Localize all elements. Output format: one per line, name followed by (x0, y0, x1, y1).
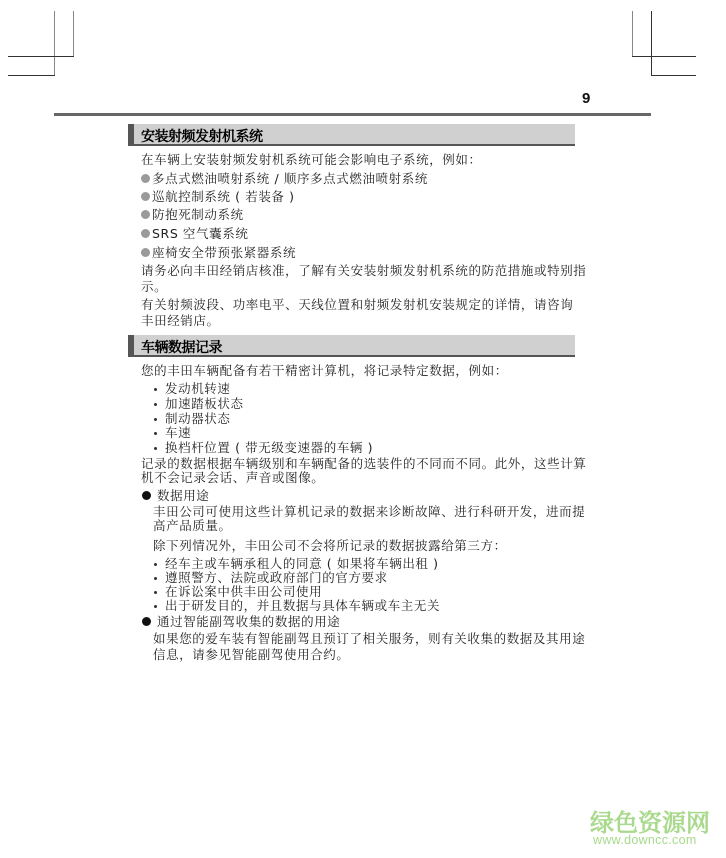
page-number: 9 (582, 90, 591, 107)
list-item (141, 245, 296, 260)
heading-accent-bar (128, 124, 134, 146)
paragraph-line: 有关射频波段、功率电平、天线位置和射频发射机安装规定的详情，请咨询 (141, 297, 574, 312)
bullet-icon (141, 192, 150, 201)
bullet-icon (141, 229, 150, 238)
bullet-icon (142, 617, 151, 626)
list-item: 在诉讼案中供丰田公司使用 (165, 584, 323, 599)
list-item: 经车主或车辆承租人的同意 ( 如果将车辆出租 ) (165, 556, 439, 571)
paragraph-line: 机不会记录会话、声音或图像。 (141, 470, 325, 485)
watermark-logo: 绿色资源网 (590, 809, 710, 837)
crop-mark (8, 56, 74, 57)
bullet-dot-icon (154, 605, 157, 608)
section-heading-vehicle-data (128, 335, 575, 357)
bullet-icon (141, 174, 150, 183)
list-item-text: 座椅安全带预张紧器系统 (152, 245, 297, 260)
list-item: 换档杆位置 ( 带无级变速器的车辆 ) (165, 440, 374, 455)
crop-mark (632, 11, 633, 56)
paragraph-line: 信息，请参见智能副驾使用合约。 (153, 647, 350, 662)
list-item: 遵照警方、法院或政府部门的官方要求 (165, 570, 388, 585)
crop-mark (651, 11, 652, 75)
paragraph-line: 记录的数据根据车辆级别和车辆配备的选装件的不同而不同。此外，这些计算 (141, 456, 587, 471)
list-item-text: 巡航控制系统 ( 若装备 ) (152, 189, 295, 204)
watermark-url: www.downcc.com (593, 833, 697, 847)
paragraph-line: 高产品质量。 (153, 518, 232, 533)
list-item-text: 多点式燃油喷射系统 / 顺序多点式燃油喷射系统 (152, 171, 428, 186)
paragraph-line: 丰田公司可使用这些计算机记录的数据来诊断故障、进行科研开发，进而提 (153, 504, 586, 519)
list-item-text: SRS 空气囊系统 (152, 226, 249, 241)
list-item: 制动器状态 (165, 411, 231, 426)
crop-mark (54, 11, 55, 75)
list-item: 加速踏板状态 (165, 396, 244, 411)
list-item: 车速 (165, 425, 192, 440)
subheading-data-usage: 数据用途 (157, 488, 210, 503)
subheading-smart-copilot: 通过智能副驾收集的数据的用途 (157, 614, 341, 629)
crop-mark (651, 75, 696, 76)
list-item (141, 226, 248, 241)
bullet-dot-icon (154, 591, 157, 594)
list-item-text: 防抱死制动系统 (152, 207, 244, 222)
paragraph-line: 如果您的爱车装有智能副驾且预订了相关服务，则有关收集的数据及其用途 (153, 631, 586, 646)
paragraph-line: 丰田经销店。 (141, 313, 220, 328)
list-item (141, 171, 428, 186)
bullet-dot-icon (154, 432, 157, 435)
bullet-icon (141, 248, 150, 257)
crop-mark (632, 56, 696, 57)
list-item (141, 207, 244, 222)
bullet-dot-icon (154, 447, 157, 450)
bullet-dot-icon (154, 577, 157, 580)
paragraph-line: 请务必向丰田经销店核准，了解有关安装射频发射机系统的防范措施或特别指 (141, 263, 587, 278)
paragraph-line: 除下列情况外，丰田公司不会将所记录的数据披露给第三方： (153, 538, 507, 553)
section-title: 安装射频发射机系统 (141, 129, 263, 145)
paragraph-line: 示。 (141, 279, 168, 294)
bullet-dot-icon (154, 418, 157, 421)
list-item: 发动机转速 (165, 381, 231, 396)
heading-accent-bar (128, 335, 134, 357)
section-intro: 您的丰田车辆配备有若干精密计算机，将记录特定数据，例如： (141, 363, 508, 378)
bullet-dot-icon (154, 563, 157, 566)
bullet-icon (141, 210, 150, 219)
section-heading-rf-transmitter (128, 124, 575, 146)
bullet-icon (142, 491, 151, 500)
list-item (141, 189, 295, 204)
bullet-dot-icon (154, 403, 157, 406)
crop-mark (73, 11, 74, 56)
section-title: 车辆数据记录 (141, 340, 222, 356)
crop-mark (8, 75, 55, 76)
list-item: 出于研发目的，并且数据与具体车辆或车主无关 (165, 598, 441, 613)
section-intro: 在车辆上安装射频发射机系统可能会影响电子系统，例如： (141, 152, 482, 167)
bullet-dot-icon (154, 388, 157, 391)
header-rule (54, 113, 651, 116)
